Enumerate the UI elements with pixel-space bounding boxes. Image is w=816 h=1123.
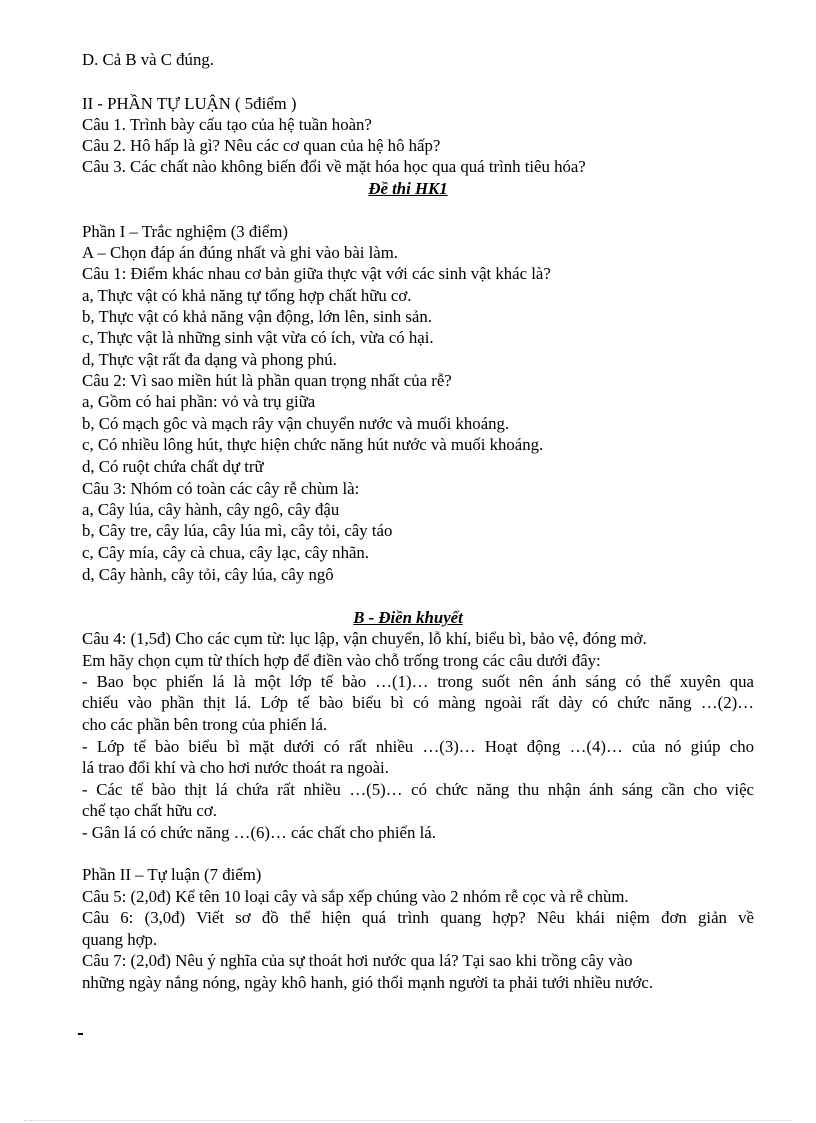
essay-question-1: Câu 1. Trình bày cấu tạo của hệ tuần hoàn? <box>82 115 372 134</box>
mc-question-3-option-d: d, Cây hành, cây tỏi, cây lúa, cây ngô <box>82 565 334 584</box>
mc-question-3-option-c: c, Cây mía, cây cà chua, cây lạc, cây nhãn. <box>82 543 369 562</box>
page-bottom-rule <box>24 1120 792 1121</box>
mc-question-1-option-d: d, Thực vật rất đa dạng và phong phú. <box>82 350 337 369</box>
mc-question-3-option-b: b, Cây tre, cây lúa, cây lúa mì, cây tỏi, cây táo <box>82 521 393 540</box>
fill-line-6: - Các tế bào thịt lá chứa rất nhiều …(5)… có chức năng thu nhận ánh sáng cần cho việc <box>82 780 754 799</box>
fill-line-7: chế tạo chất hữu cơ. <box>82 801 217 820</box>
mc-question-1-option-a: a, Thực vật có khả năng tự tổng hợp chất hữu cơ. <box>82 286 412 305</box>
part2-heading: Phần II – Tự luận (7 điểm) <box>82 865 262 884</box>
essay-question-7-line-1: Câu 7: (2,0đ) Nêu ý nghĩa của sự thoát hơi nước qua lá? Tại sao khi trồng cây vào <box>82 951 633 970</box>
fill-line-3: cho các phần bên trong của phiến lá. <box>82 715 328 734</box>
mc-question-2-option-b: b, Có mạch gôc và mạch rây vận chuyển nước và muối khoáng. <box>82 414 510 433</box>
section-a-instruction: A – Chọn đáp án đúng nhất và ghi vào bài làm. <box>82 243 398 262</box>
fill-line-1: - Bao bọc phiến lá là một lớp tế bào …(1)… trong suốt nên ánh sáng có thể xuyên qua <box>82 672 754 691</box>
fill-line-4: - Lớp tế bào biểu bì mặt dưới có rất nhiều …(3)… Hoạt động …(4)… của nó giúp cho <box>82 737 754 756</box>
fill-line-8: - Gân lá có chức năng …(6)… các chất cho phiến lá. <box>82 823 436 842</box>
section-b-title: B - Điền khuyết <box>353 608 463 627</box>
mc-question-2-option-d: d, Có ruột chứa chất dự trữ <box>82 457 264 476</box>
mc-question-3-option-a: a, Cây lúa, cây hành, cây ngô, cây đậu <box>82 500 340 519</box>
essay-question-6-line-2: quang hợp. <box>82 930 158 949</box>
essay-question-6-line-1: Câu 6: (3,0đ) Viết sơ đồ thể hiện quá trình quang hợp? Nêu khái niệm đơn giản về <box>82 908 754 927</box>
mc-question-1: Câu 1: Điểm khác nhau cơ bản giữa thực vật với các sinh vật khác là? <box>82 264 551 283</box>
essay-question-5: Câu 5: (2,0đ) Kể tên 10 loại cây và sắp xếp chúng vào 2 nhóm rễ cọc và rễ chùm. <box>82 887 629 906</box>
fill-question-4-instruction: Em hãy chọn cụm từ thích hợp để điền vào chỗ trống trong các câu dưới đây: <box>82 651 601 670</box>
fill-line-5: lá trao đổi khí và cho hơi nước thoát ra ngoài. <box>82 758 389 777</box>
mc-question-1-option-b: b, Thực vật có khả năng vận động, lớn lên, sinh sản. <box>82 307 432 326</box>
mc-question-3: Câu 3: Nhóm có toàn các cây rễ chùm là: <box>82 479 360 498</box>
essay-question-2: Câu 2. Hô hấp là gì? Nêu các cơ quan của hệ hô hấp? <box>82 136 441 155</box>
stray-dash-mark <box>78 1033 83 1035</box>
mc-question-2-option-c: c, Có nhiều lông hút, thực hiện chức năng hút nước và muối khoáng. <box>82 435 544 454</box>
mc-question-2-option-a: a, Gồm có hai phần: vỏ và trụ giữa <box>82 392 316 411</box>
essay-question-7-line-2: những ngày nắng nóng, ngày khô hanh, gió thổi mạnh người ta phải tưới nhiều nước. <box>82 973 654 992</box>
mc-question-2: Câu 2: Vì sao miền hút là phần quan trọng nhất của rễ? <box>82 371 452 390</box>
part1-heading: Phần I – Trắc nghiệm (3 điểm) <box>82 222 289 241</box>
fill-line-2: chiếu vào phần thịt lá. Lớp tế bào biểu bì có màng ngoài rất dày có chức năng …(2)… <box>82 693 754 712</box>
fill-question-4-intro: Câu 4: (1,5đ) Cho các cụm từ: lục lập, vận chuyển, lỗ khí, biểu bì, bảo vệ, đóng mở. <box>82 629 647 648</box>
exam-title: Đề thi HK1 <box>368 179 448 198</box>
mc-question-1-option-c: c, Thực vật là những sinh vật vừa có ích, vừa có hại. <box>82 328 434 347</box>
answer-option-d: D. Cả B và C đúng. <box>82 50 214 69</box>
essay-question-3: Câu 3. Các chất nào không biến đổi về mặt hóa học qua quá trình tiêu hóa? <box>82 157 586 176</box>
essay-section-heading: II - PHẦN TỰ LUẬN ( 5điểm ) <box>82 94 297 113</box>
